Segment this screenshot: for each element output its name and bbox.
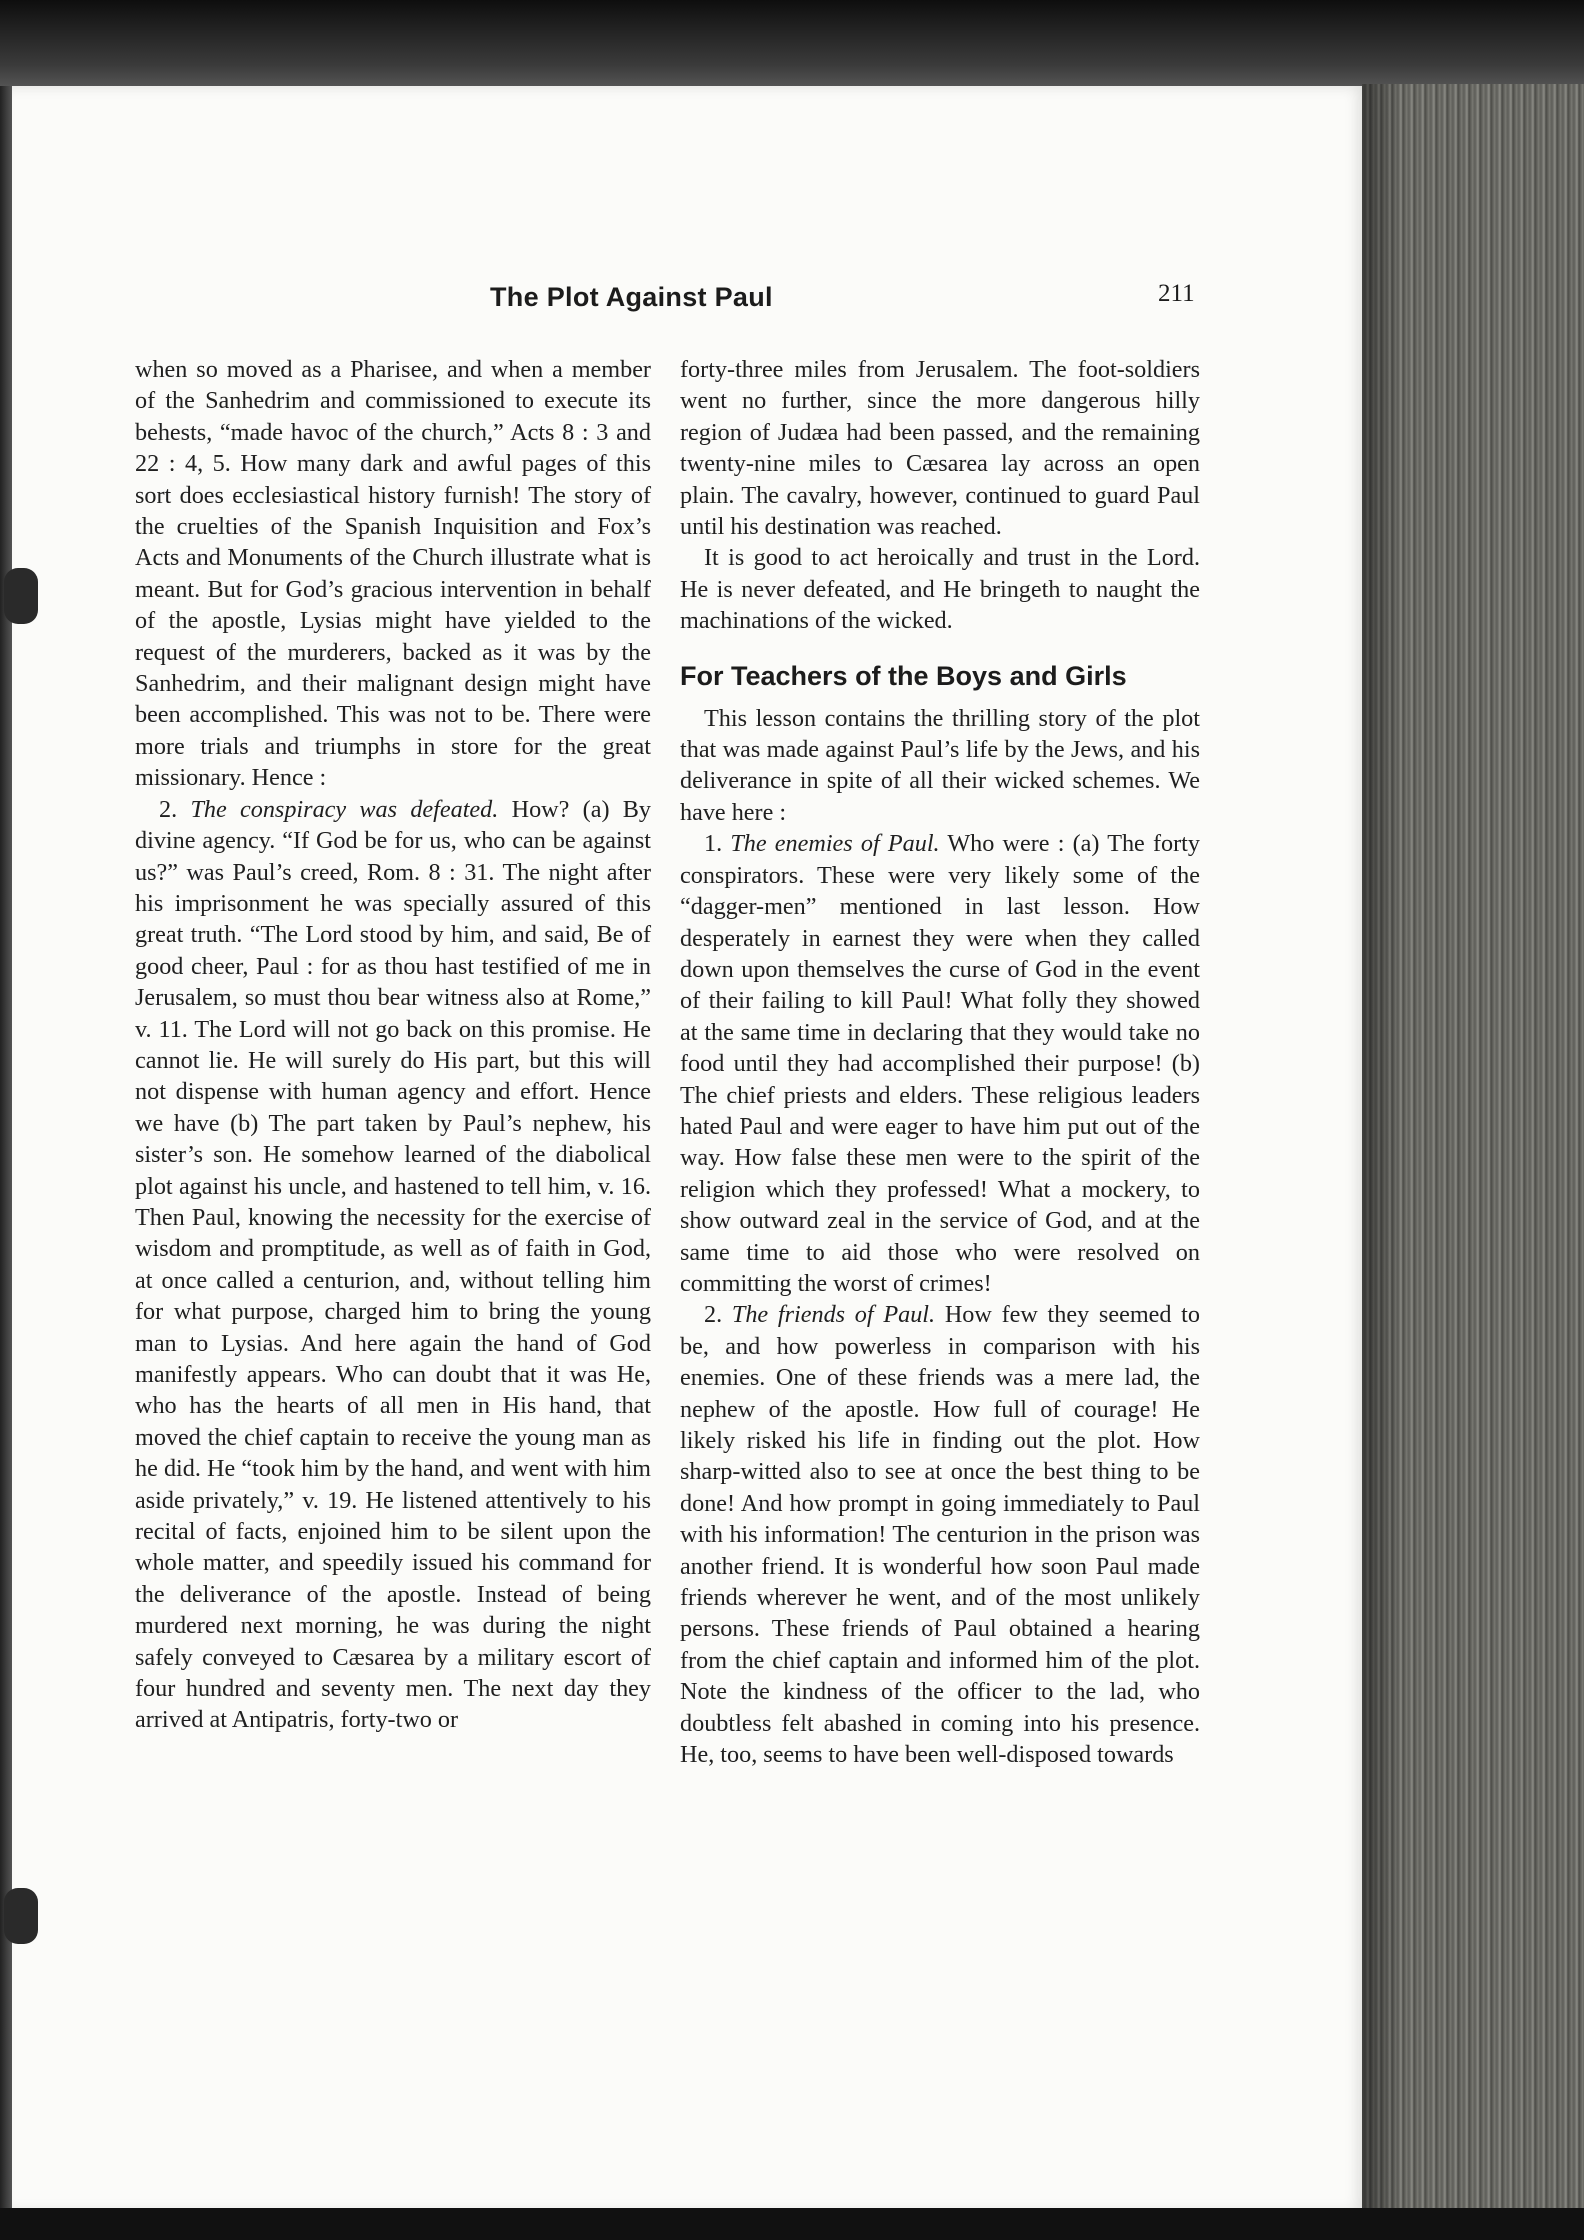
point-text: Who were : (a) The forty conspirators. These were very likely some of the “dagger-men” mentioned in last lesson. How desperately in earnest they were when they called down upon themselves the curse of God in the event of their failing to kill Paul! What folly they showed at the same time in declaring that they would take no food until they had accomplished their purpose! (b) The chief priests and elders. These religious leaders hated Paul and were eager to have him put out of the way. How false these men were to the spirit of the religion which they professed! What a mockery, to show outward zeal in the service of God, and at the same time to aid those who were resolved on committing the worst of crimes! <box>680 830 1200 1297</box>
paragraph <box>680 828 1200 1299</box>
point-title: The enemies of Paul. <box>730 830 940 858</box>
paragraph: This lesson contains the thrilling story of the plot that was made against Paul’s life by the Jews, and his deliverance in spite of all their wicked schemes. We have here : <box>680 704 1200 826</box>
point-title: The conspiracy was defeated. <box>190 795 499 823</box>
page-edges-shadow <box>1362 84 1402 2214</box>
point-title: The friends of Paul. <box>731 1301 936 1329</box>
point-number: 2. <box>704 1301 723 1329</box>
binder-ring-bottom <box>4 1888 38 1944</box>
paragraph <box>135 794 651 1736</box>
left-column <box>135 354 651 1736</box>
paragraph <box>680 1299 1200 1770</box>
point-number: 1. <box>704 830 723 858</box>
background-bottom <box>0 2208 1584 2240</box>
point-text: How? (a) By divine agency. “If God be for us, who can be against us?” was Paul’s creed, Rom. 8 : 31. The night after his imprisonment he was specially assured of this great truth. “The Lord stood by him, and said, Be of good cheer, Paul : for as thou hast testified of me in Jerusalem, so must thou bear witness also at Rome,” v. 11. The Lord will not go back on this promise. He cannot lie. He will surely do His part, but this will not dispense with human agency and effort. Hence we have (b) The part taken by Paul’s nephew, his sister’s son. He somehow learned of the diabolical plot against his uncle, and hastened to tell him, v. 16. Then Paul, knowing the necessity for the exercise of wisdom and promptitude, as well as of faith in God, at once called a centurion, and, without telling him for what purpose, charged him to bring the young man to Lysias. And here again the hand of God manifestly appears. Who can doubt that it was He, who has the hearts of all men in His hand, that moved the chief captain to receive the young man as he did. He “took him by the hand, and went with him aside privately,” v. 19. He listened attentively to his recital of facts, enjoined him to be silent upon the whole matter, and speedily issued his command for the deliverance of the apostle. Instead of being murdered next morning, he was during the night safely conveyed to Cæsarea by a military escort of four hundred and seventy men. The next day they arrived at Antipatris, forty-two or <box>135 795 652 1734</box>
paragraph: when so moved as a Pharisee, and when a member of the Sanhedrim and commissioned to execute its behests, “made havoc of the church,” Acts 8 : 3 and 22 : 4, 5. How many dark and awful pages of this sort does ecclesiastical history furnish! The story of the cruelties of the Spanish Inquisition and Fox’s Acts and Monuments of the Church illustrate what is meant. But for God’s gracious intervention in behalf of the apostle, Lysias might have yielded to the request of the murderers, backed as it was by the Sanhedrim, and their malignant design might have been accomplished. This was not to be. There were more trials and triumphs in store for the great missionary. Hence : <box>135 356 651 792</box>
background-top <box>0 0 1584 92</box>
page-number: 211 <box>1158 280 1195 307</box>
right-column <box>680 354 1200 1770</box>
section-heading: For Teachers of the Boys and Girls <box>680 660 1127 691</box>
point-text: How few they seemed to be, and how powerless in comparison with his enemies. One of these friends was a mere lad, the nephew of the apostle. How full of courage! He likely risked his life in finding out the plot. How sharp-witted also to see at once the best thing to be done! And how prompt in going immediately to Paul with his information! The centurion in the prison was another friend. It is wonderful how soon Paul made friends wherever he went, and of the most unlikely persons. These friends of Paul obtained a hearing from the chief captain and informed him of the plot. Note the kindness of the officer to the lad, who doubtless felt abashed in coming into his presence. He, too, seems to have been well-disposed towards <box>680 1301 1200 1769</box>
running-head: The Plot Against Paul <box>490 282 773 312</box>
point-number: 2. <box>159 795 178 823</box>
binder-ring-top <box>4 568 38 624</box>
paragraph: forty-three miles from Jerusalem. The foot-soldiers went no further, since the more dangerous hilly region of Judæa had been passed, and the remaining twenty-nine miles to Cæsarea lay across an open plain. The cavalry, however, continued to guard Paul until his destination was reached. <box>680 356 1200 541</box>
paragraph: It is good to act heroically and trust in the Lord. He is never defeated, and He bringeth to naught the machinations of the wicked. <box>680 544 1200 635</box>
